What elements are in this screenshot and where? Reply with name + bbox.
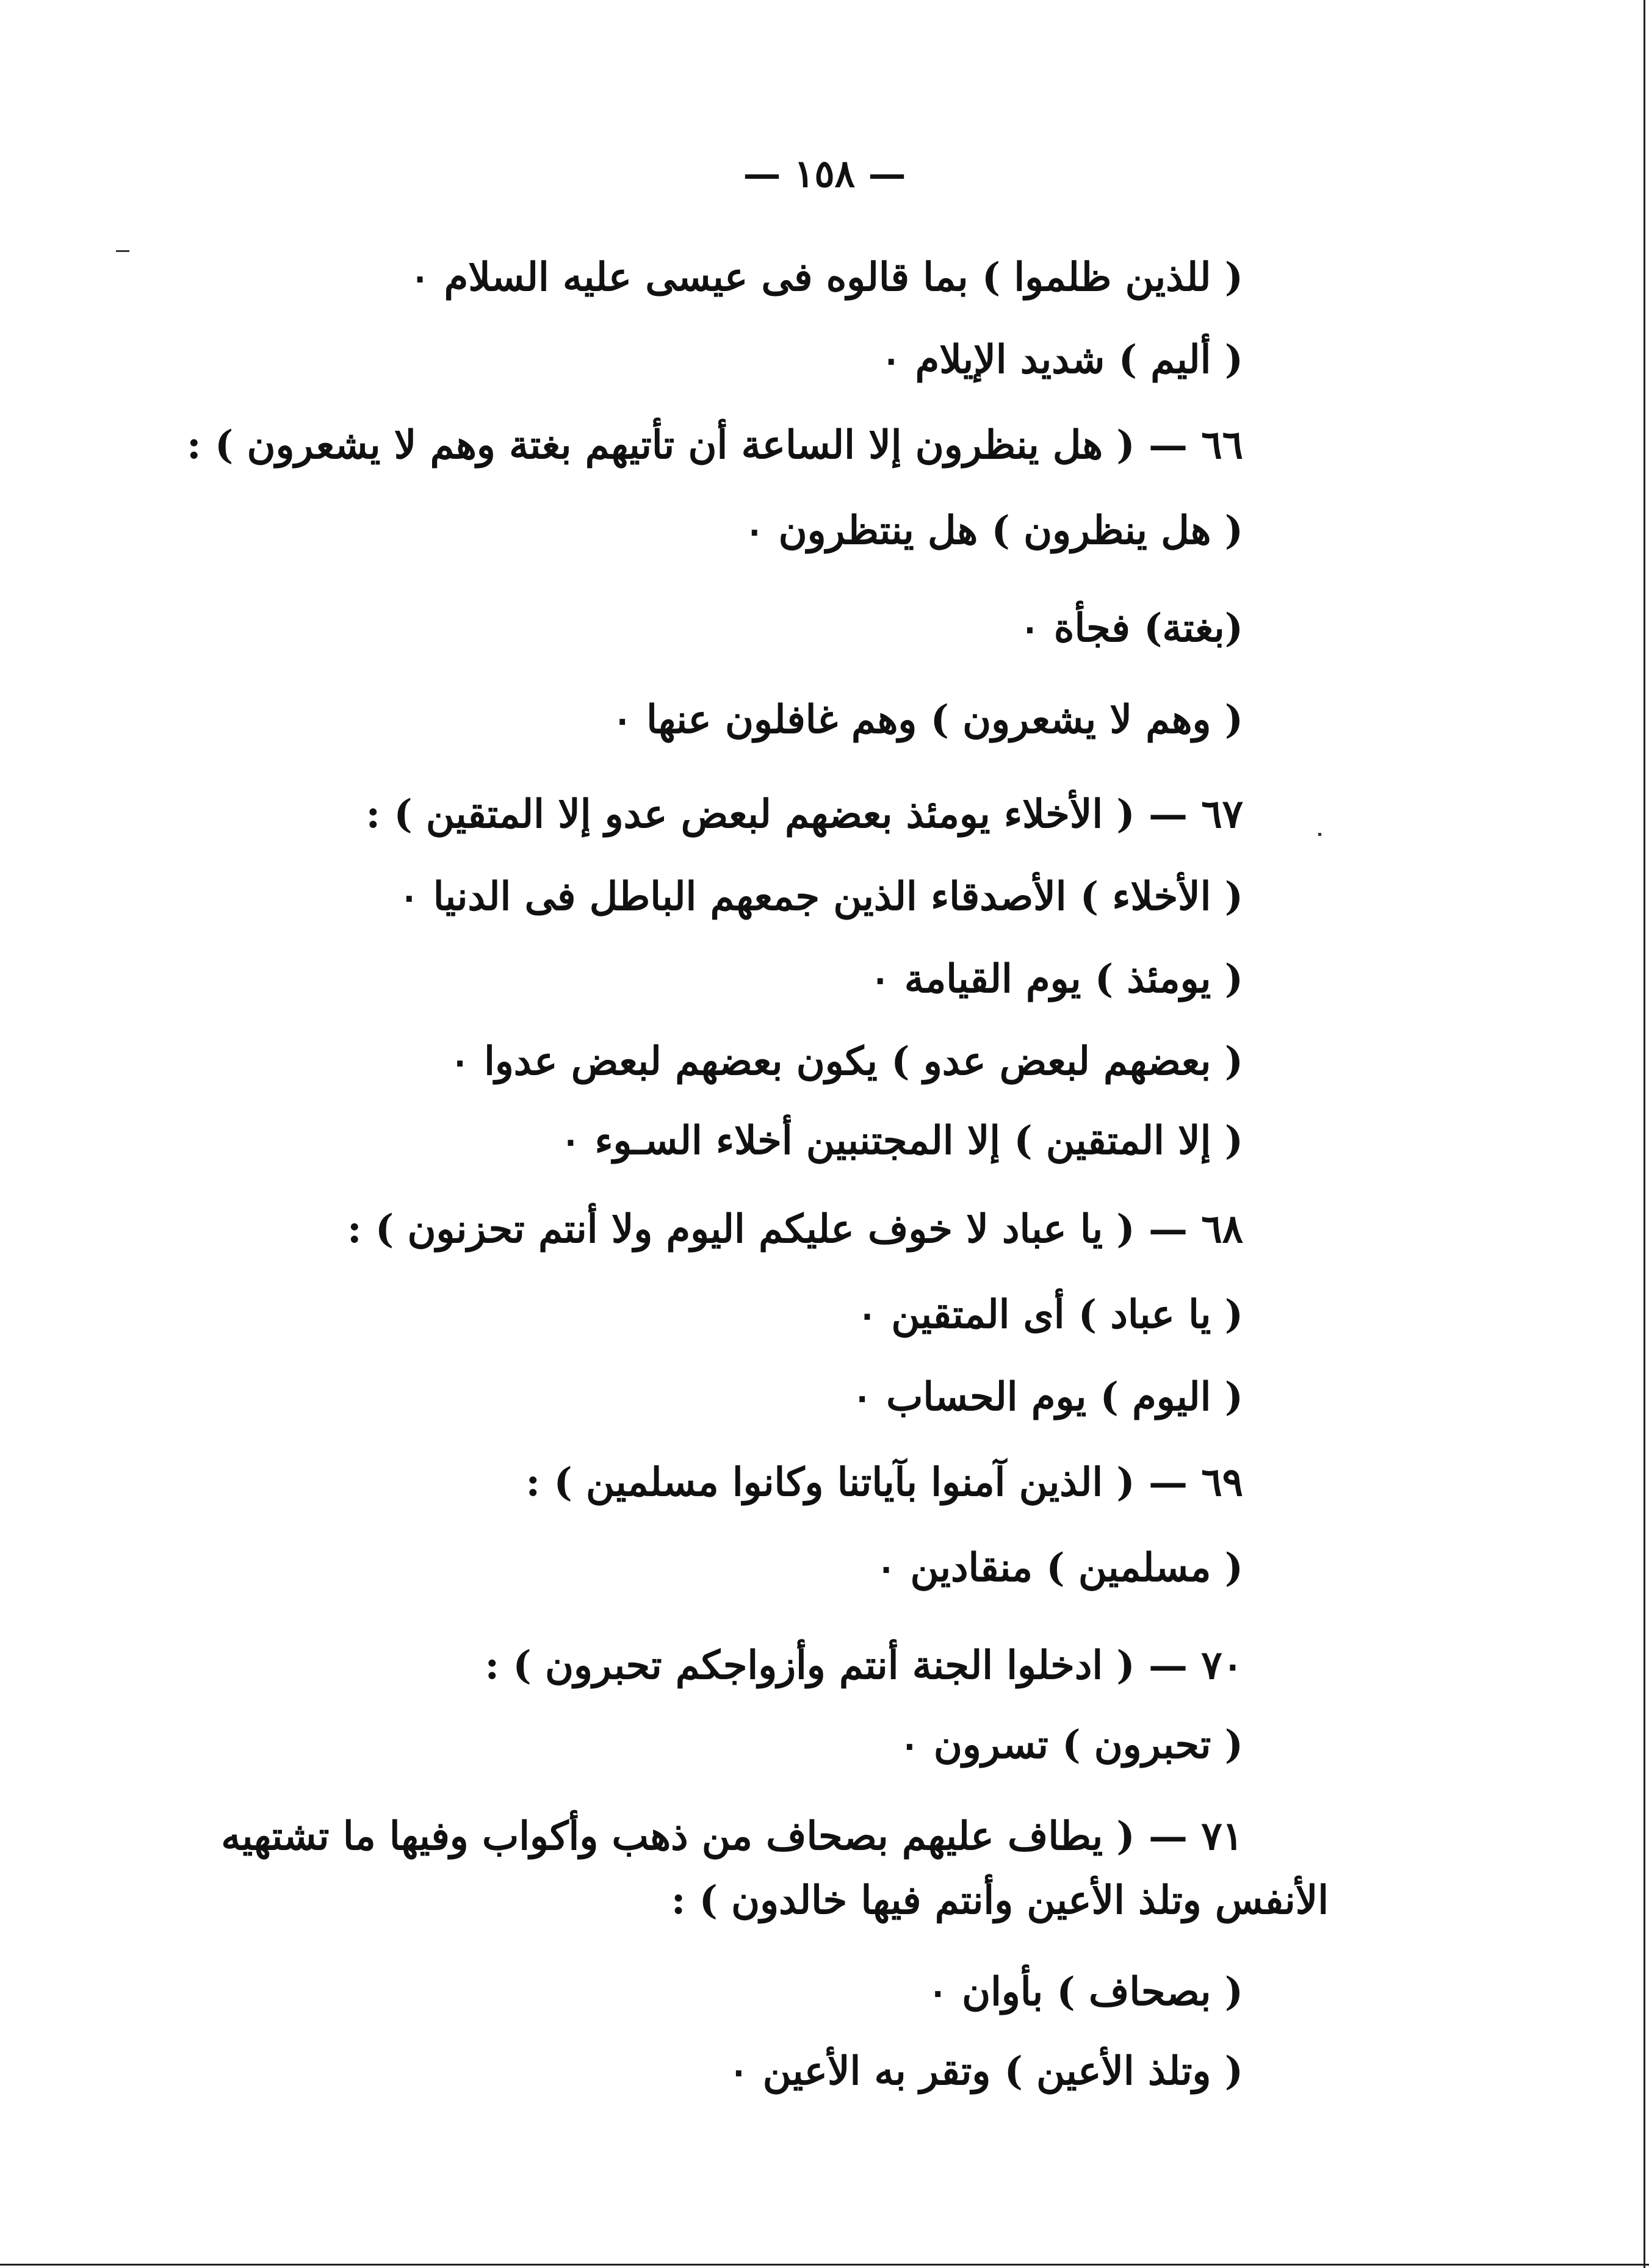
scan-speck (116, 250, 129, 252)
verse-heading: ٦٧ — ( الأخلاء يومئذ بعضهم لبعض عدو إلا المتقين ) : (366, 791, 1243, 837)
text-line: ( وهم لا يشعرون ) وهم غافلون عنها ٠ (612, 697, 1243, 743)
text-line: ( مسلمين ) منقادين ٠ (875, 1545, 1243, 1591)
scan-speck (1318, 833, 1321, 836)
page-edge-bottom (0, 2264, 1649, 2266)
text-line: ( هل ينظرون ) هل ينتظرون ٠ (743, 508, 1243, 553)
text-line: ( الأخلاء ) الأصدقاء الذين جمعهم الباطل فى الدنيا ٠ (399, 874, 1243, 920)
verse-heading: ٧١ — ( يطاف عليهم بصحاف من ذهب وأكواب وفيها ما تشتهيه (221, 1813, 1243, 1859)
page-edge-right (1644, 0, 1645, 2268)
text-line: ( اليوم ) يوم الحساب ٠ (851, 1374, 1243, 1420)
text-line: ( إلا المتقين ) إلا المجتنبين أخلاء السـوء ٠ (560, 1118, 1243, 1164)
verse-heading: ٧٠ — ( ادخلوا الجنة أنتم وأزواجكم تحبرون ) : (485, 1643, 1243, 1688)
verse-heading: ٦٩ — ( الذين آمنوا بآياتنا وكانوا مسلمين ) : (525, 1460, 1243, 1505)
text-line: ( وتلذ الأعين ) وتقر به الأعين ٠ (728, 2048, 1243, 2094)
verse-heading: ٦٦ — ( هل ينظرون إلا الساعة أن تأتيهم بغتة وهم لا يشعرون ) : (187, 422, 1243, 468)
text-line: ( تحبرون ) تسرون ٠ (899, 1722, 1243, 1768)
text-line: ( يا عباد ) أى المتقين ٠ (856, 1292, 1243, 1337)
text-line: ( يومئذ ) يوم القيامة ٠ (870, 956, 1243, 1002)
text-line: (بغتة) فجأة ٠ (1019, 605, 1243, 651)
text-line: ( للذين ظلموا ) بما قالوه فى عيسى عليه السلام ٠ (409, 254, 1243, 300)
text-line: ( أليم ) شديد الإيلام ٠ (880, 337, 1243, 383)
verse-heading-continuation: الأنفس وتلذ الأعين وأنتم فيها خالدون ) : (671, 1877, 1329, 1923)
page-number: — ١٥٨ — (743, 151, 906, 196)
text-line: ( بعضهم لبعض عدو ) يكون بعضهم لبعض عدوا ٠ (449, 1039, 1243, 1084)
verse-heading: ٦٨ — ( يا عباد لا خوف عليكم اليوم ولا أنتم تحزنون ) : (347, 1206, 1243, 1252)
text-line: ( بصحاف ) بأوان ٠ (927, 1969, 1243, 2015)
